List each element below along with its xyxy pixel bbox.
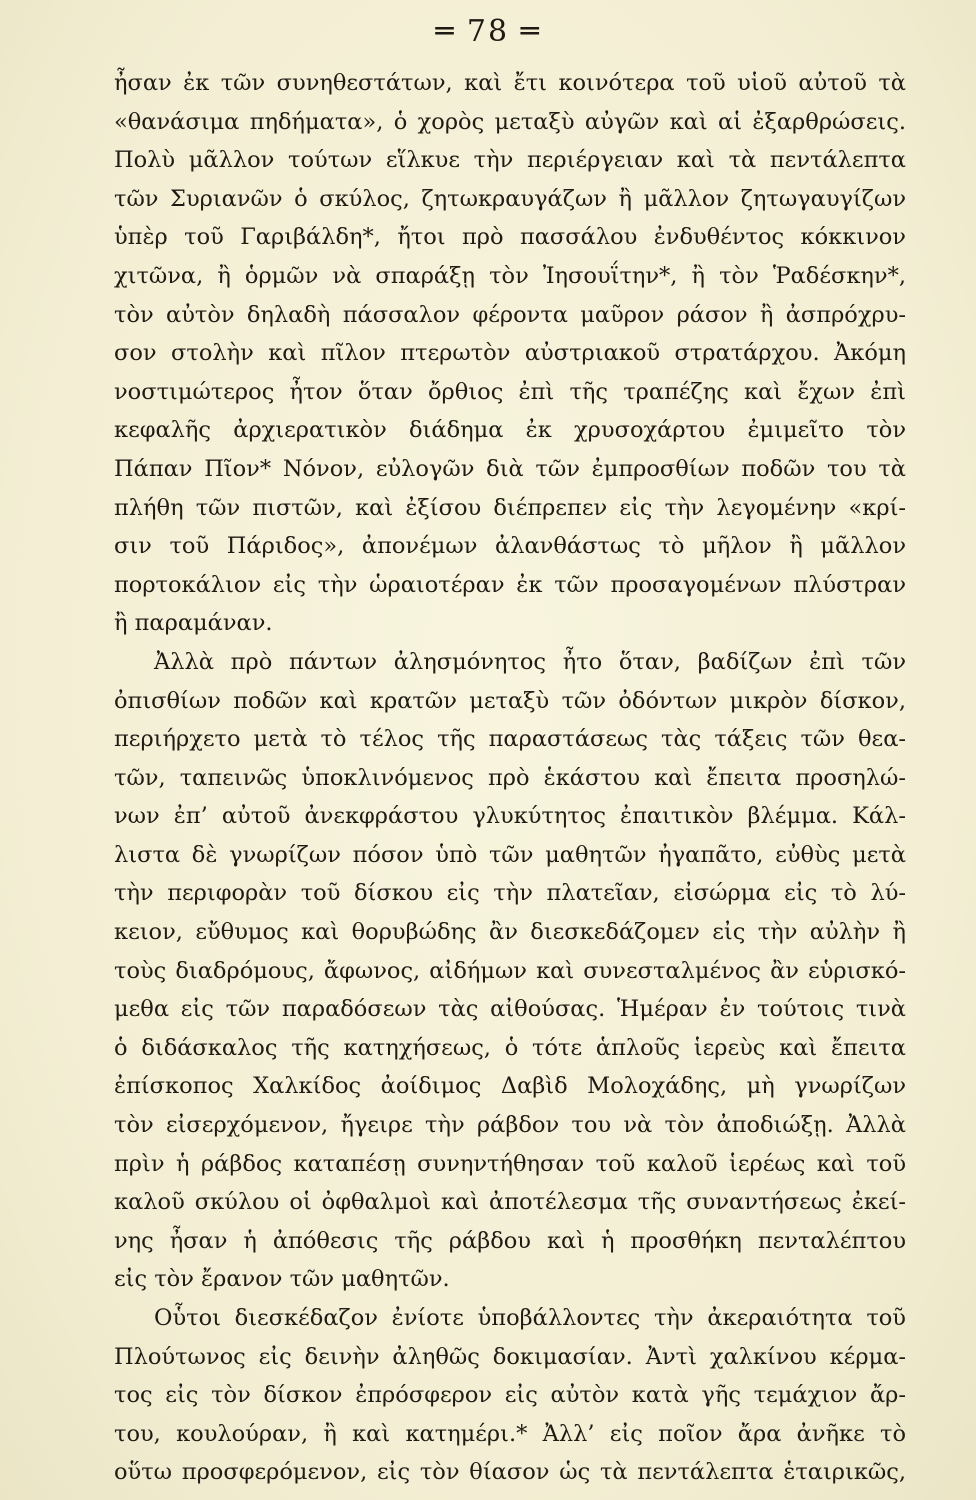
paragraph <box>114 1299 906 1492</box>
text-line: νοστιμώτερος ἦτον ὅταν ὄρθιος ἐπὶ τῆς τραπέζης καὶ ἔχων ἐπὶ <box>114 378 906 405</box>
text-line: τὸν εἰσερχόμενον, ἤγειρε τὴν ράβδον του νὰ τὸν ἀποδιώξῃ. Ἀλλὰ <box>114 1112 906 1139</box>
text-line: τος εἰς τὸν δίσκον ἐπρόσφερον εἰς αὐτὸν κατὰ γῆς τεμάχιον ἄρ- <box>114 1382 906 1409</box>
body-text <box>114 64 906 1492</box>
text-line: κεφαλῆς ἀρχιερατικὸν διάδημα ἐκ χρυσοχάρτου ἐμιμεῖτο τὸν <box>114 417 906 444</box>
text-line: Πάπαν Πῖον* Νόνον, εὐλογῶν διὰ τῶν ἐμπροσθίων ποδῶν του τὰ <box>114 455 906 482</box>
text-line: οὕτω προσφερόμενον, εἰς τὸν θίασον ὡς τὰ πεντάλεπτα ἑταιρικῶς, <box>114 1459 906 1486</box>
text-line: ἢ παραμάναν. <box>114 610 273 637</box>
paragraph <box>114 64 906 643</box>
text-line: πλήθη τῶν πιστῶν, καὶ ἐξίσου διέπρεπεν εἰς τὴν λεγομένην «κρί- <box>114 494 906 521</box>
text-line: Πλούτωνος εἰς δεινὴν ἀληθῶς δοκιμασίαν. Ἀντὶ χαλκίνου κέρμα- <box>114 1343 906 1370</box>
text-line: χιτῶνα, ἢ ὁρμῶν νὰ σπαράξῃ τὸν Ἰησουΐτην*, ἢ τὸν Ῥαδέσκην*, <box>114 262 906 289</box>
text-line: Οὗτοι διεσκέδαζον ἐνίοτε ὑποβάλλοντες τὴν ἀκεραιότητα τοῦ <box>154 1305 906 1331</box>
text-line: νης ἦσαν ἡ ἀπόθεσις τῆς ράβδου καὶ ἡ προσθήκη πενταλέπτου <box>114 1227 906 1254</box>
text-line: περιήρχετο μετὰ τὸ τέλος τῆς παραστάσεως τὰς τάξεις τῶν θεα- <box>114 726 906 753</box>
text-line: σιν τοῦ Πάριδος», ἀπονέμων ἀλανθάστως τὸ μῆλον ἢ μᾶλλον <box>114 533 906 560</box>
text-line: πρὶν ἡ ράβδος καταπέσῃ συνηντήθησαν τοῦ καλοῦ ἱερέως καὶ τοῦ <box>114 1150 906 1177</box>
page-number: ═ 78 ═ <box>435 14 541 49</box>
text-line: Πολὺ μᾶλλον τούτων εἵλκυε τὴν περιέργειαν καὶ τὰ πεντάλεπτα <box>114 147 906 174</box>
text-line: του, κουλούραν, ἢ καὶ κατημέρι.* Ἀλλ’ εἰς ποῖον ἄρα ἀνῆκε τὸ <box>114 1420 906 1447</box>
text-line: «θανάσιμα πηδήματα», ὁ χορὸς μεταξὺ αὐγῶν καὶ αἱ ἐξαρθρώσεις. <box>114 108 906 135</box>
text-line: μεθα εἰς τῶν παραδόσεων τὰς αἰθούσας. Ἡμέραν ἐν τούτοις τινὰ <box>114 996 906 1023</box>
text-line: σον στολὴν καὶ πῖλον πτερωτὸν αὐστριακοῦ στρατάρχου. Ἀκόμη <box>114 340 906 367</box>
text-line: κειον, εὔθυμος καὶ θορυβώδης ἂν διεσκεδάζομεν εἰς τὴν αὐλὴν ἢ <box>114 919 906 946</box>
text-line: ὀπισθίων ποδῶν καὶ κρατῶν μεταξὺ τῶν ὀδόντων μικρὸν δίσκον, <box>114 687 906 714</box>
text-line: νων ἐπ’ αὐτοῦ ἀνεκφράστου γλυκύτητος ἐπαιτικὸν βλέμμα. Κάλ- <box>114 803 906 830</box>
text-line: ἦσαν ἐκ τῶν συνηθεστάτων, καὶ ἔτι κοινότερα τοῦ υἱοῦ αὐτοῦ τὰ <box>114 70 906 96</box>
text-line: ἐπίσκοπος Χαλκίδος ἀοίδιμος Δαβὶδ Μολοχάδης, μὴ γνωρίζων <box>114 1073 906 1100</box>
text-line: ὑπὲρ τοῦ Γαριβάλδη*, ἤτοι πρὸ πασσάλου ἐνδυθέντος κόκκινον <box>114 224 906 251</box>
text-line: τῶν Συριανῶν ὁ σκύλος, ζητωκραυγάζων ἢ μᾶλλον ζητωγαυγίζων <box>114 185 906 212</box>
text-line: τῶν, ταπεινῶς ὑποκλινόμενος πρὸ ἑκάστου καὶ ἔπειτα προσηλώ- <box>114 764 906 791</box>
text-line: καλοῦ σκύλου οἱ ὀφθαλμοὶ καὶ ἀποτέλεσμα τῆς συναντήσεως ἐκεί- <box>114 1189 906 1216</box>
paragraph <box>114 643 906 1299</box>
text-line: πορτοκάλιον εἰς τὴν ὡραιοτέραν ἐκ τῶν προσαγομένων πλύστραν <box>114 571 906 598</box>
text-line: εἰς τὸν ἔρανον τῶν μαθητῶν. <box>114 1266 450 1293</box>
text-line: Ἀλλὰ πρὸ πάντων ἀλησμόνητος ἦτο ὅταν, βαδίζων ἐπὶ τῶν <box>154 648 906 675</box>
text-line: τὸν αὐτὸν δηλαδὴ πάσσαλον φέροντα μαῦρον ράσον ἢ ἀσπρόχρυ- <box>114 301 906 328</box>
text-line: τοὺς διαδρόμους, ἄφωνος, αἰδήμων καὶ συνεσταλμένος ἂν εὑρισκό- <box>114 957 906 984</box>
text-line: ὁ διδάσκαλος τῆς κατηχήσεως, ὁ τότε ἁπλοῦς ἱερεὺς καὶ ἔπειτα <box>114 1034 906 1061</box>
text-line: τὴν περιφορὰν τοῦ δίσκου εἰς τὴν πλατεῖαν, εἰσώρμα εἰς τὸ λύ- <box>114 880 906 907</box>
text-line: λιστα δὲ γνωρίζων πόσον ὑπὸ τῶν μαθητῶν ἠγαπᾶτο, εὐθὺς μετὰ <box>114 841 906 868</box>
